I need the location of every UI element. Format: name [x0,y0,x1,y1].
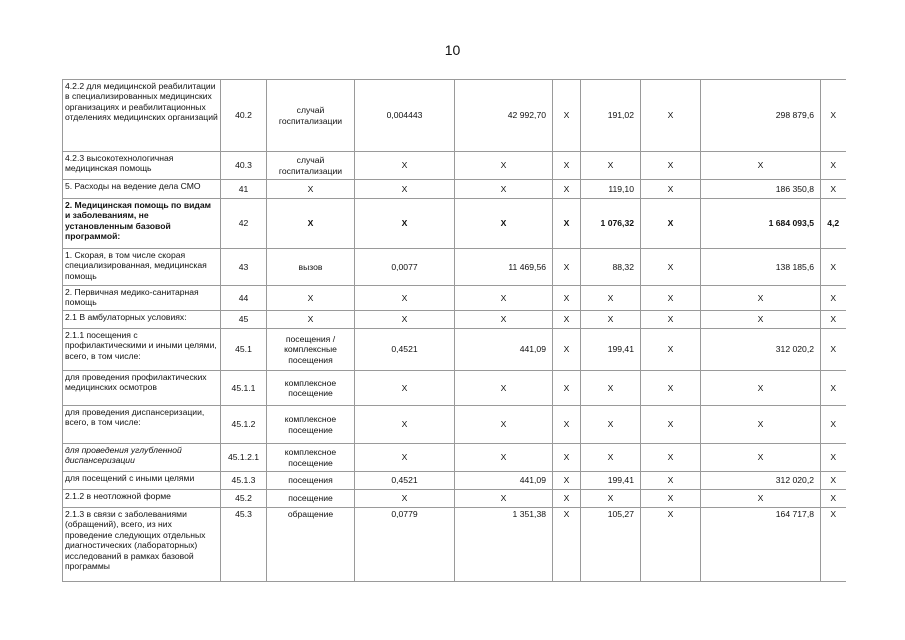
row-unit: посещения / комплексные посещения [267,329,355,371]
row-c10: Х [821,329,846,371]
row-c7: 88,32 [581,249,641,286]
row-unit: Х [267,286,355,311]
row-norm: Х [355,180,455,199]
row-unit: Х [267,180,355,199]
table-row [63,406,846,444]
row-norm: Х [355,490,455,508]
row-name: 4.2.3 высокотехнологичная медицинская помощь [63,152,221,180]
row-code: 45.1.3 [221,472,267,490]
row-unit: комплексное посещение [267,406,355,444]
row-name: 2. Первичная медико-санитарная помощь [63,286,221,311]
row-code: 45.1.1 [221,371,267,406]
row-c8: Х [641,444,701,472]
row-c9: Х [701,444,821,472]
row-cost: Х [455,444,553,472]
row-code: 45.1.2 [221,406,267,444]
row-norm: 0,4521 [355,472,455,490]
row-c7: 191,02 [581,80,641,152]
row-code: 45.1.2.1 [221,444,267,472]
row-name: 2.1.1 посещения с профилактическими и иными целями, всего, в том числе: [63,329,221,371]
row-c6: Х [553,80,581,152]
row-c8: Х [641,371,701,406]
row-c7: Х [581,311,641,329]
row-norm: 0,4521 [355,329,455,371]
row-c6: Х [553,444,581,472]
table-row [63,371,846,406]
table-row [63,508,846,582]
row-c9: 164 717,8 [701,508,821,582]
row-c8: Х [641,180,701,199]
row-c6: Х [553,490,581,508]
row-c6: Х [553,508,581,582]
row-c10: Х [821,371,846,406]
row-cost: Х [455,152,553,180]
table-row [63,152,846,180]
row-c7: Х [581,490,641,508]
row-code: 43 [221,249,267,286]
tariff-table [62,79,846,582]
row-code: 45 [221,311,267,329]
row-c9: 312 020,2 [701,472,821,490]
row-unit: вызов [267,249,355,286]
row-c8: Х [641,199,701,249]
table-row [63,80,846,152]
row-c9: Х [701,406,821,444]
row-c9: 298 879,6 [701,80,821,152]
row-name: для проведения диспансеризации, всего, в том числе: [63,406,221,444]
row-c9: 138 185,6 [701,249,821,286]
row-code: 45.1 [221,329,267,371]
row-cost: Х [455,406,553,444]
row-c6: Х [553,329,581,371]
row-name: для проведения углубленной диспансеризации [63,444,221,472]
row-cost: 1 351,38 [455,508,553,582]
row-name: 2. Медицинская помощь по видам и заболеваниям, не установленным базовой программой: [63,199,221,249]
row-c6: Х [553,180,581,199]
table-row [63,249,846,286]
row-c7: Х [581,444,641,472]
row-cost: 441,09 [455,472,553,490]
table-row [63,329,846,371]
table-row [63,286,846,311]
row-c7: 199,41 [581,329,641,371]
table-row [63,199,846,249]
row-c9: Х [701,152,821,180]
row-c10: Х [821,406,846,444]
row-c8: Х [641,249,701,286]
row-c8: Х [641,490,701,508]
row-c10: Х [821,80,846,152]
row-c7: Х [581,406,641,444]
row-c7: Х [581,286,641,311]
row-c8: Х [641,329,701,371]
row-code: 44 [221,286,267,311]
row-unit: Х [267,199,355,249]
row-c10: Х [821,152,846,180]
row-c8: Х [641,80,701,152]
row-c6: Х [553,371,581,406]
row-unit: комплексное посещение [267,371,355,406]
row-c10: Х [821,311,846,329]
row-c8: Х [641,286,701,311]
row-c8: Х [641,311,701,329]
row-cost: Х [455,199,553,249]
row-norm: Х [355,406,455,444]
row-c10: Х [821,286,846,311]
row-c10: Х [821,249,846,286]
row-unit: комплексное посещение [267,444,355,472]
row-unit: случай госпитализации [267,152,355,180]
row-norm: Х [355,286,455,311]
row-c8: Х [641,508,701,582]
row-unit: посещения [267,472,355,490]
row-cost: 441,09 [455,329,553,371]
row-c8: Х [641,406,701,444]
row-c7: 199,41 [581,472,641,490]
row-c9: 312 020,2 [701,329,821,371]
row-name: 2.1 В амбулаторных условиях: [63,311,221,329]
row-norm: Х [355,371,455,406]
row-unit: посещение [267,490,355,508]
row-c9: Х [701,311,821,329]
row-norm: Х [355,199,455,249]
row-name: 2.1.2 в неотложной форме [63,490,221,508]
row-c8: Х [641,472,701,490]
row-c6: Х [553,406,581,444]
table-row [63,311,846,329]
row-c10: Х [821,444,846,472]
row-name: 2.1.3 в связи с заболеваниями (обращений), всего, из них проведение следующих отдельных диагностических (лабораторных) исследований в рамках базовой программы [63,508,221,582]
row-c9: Х [701,490,821,508]
row-c6: Х [553,249,581,286]
row-code: 42 [221,199,267,249]
row-norm: Х [355,444,455,472]
row-code: 40.2 [221,80,267,152]
row-c10: Х [821,472,846,490]
row-c9: Х [701,371,821,406]
row-unit: обращение [267,508,355,582]
row-name: для посещений с иными целями [63,472,221,490]
row-code: 40.3 [221,152,267,180]
row-norm: 0,004443 [355,80,455,152]
row-cost: Х [455,311,553,329]
row-c9: 1 684 093,5 [701,199,821,249]
row-name: 5. Расходы на ведение дела СМО [63,180,221,199]
row-c7: 1 076,32 [581,199,641,249]
row-c10: Х [821,490,846,508]
row-code: 45.2 [221,490,267,508]
table-row [63,472,846,490]
row-cost: Х [455,490,553,508]
row-unit: случай госпитализации [267,80,355,152]
row-cost: 42 992,70 [455,80,553,152]
row-code: 41 [221,180,267,199]
row-c6: Х [553,311,581,329]
row-c6: Х [553,472,581,490]
row-c7: 119,10 [581,180,641,199]
row-c7: Х [581,152,641,180]
row-c9: Х [701,286,821,311]
row-unit: Х [267,311,355,329]
row-c7: Х [581,371,641,406]
row-c7: 105,27 [581,508,641,582]
row-norm: Х [355,311,455,329]
table-row [63,444,846,472]
row-name: 4.2.2 для медицинской реабилитации в специализированных медицинских организациях и реабилитационных отделениях медицинских организаций [63,80,221,152]
table-row [63,490,846,508]
row-c10: Х [821,508,846,582]
row-c6: Х [553,286,581,311]
row-name: 1. Скорая, в том числе скорая специализированная, медицинская помощь [63,249,221,286]
row-c9: 186 350,8 [701,180,821,199]
row-cost: 11 469,56 [455,249,553,286]
row-cost: Х [455,180,553,199]
row-c6: Х [553,152,581,180]
row-c8: Х [641,152,701,180]
row-norm: 0,0779 [355,508,455,582]
row-c10: 4,2 [821,199,846,249]
row-norm: Х [355,152,455,180]
page-number: 10 [444,42,461,58]
row-norm: 0,0077 [355,249,455,286]
row-c10: Х [821,180,846,199]
row-name: для проведения профилактических медицинских осмотров [63,371,221,406]
row-cost: Х [455,286,553,311]
table-row [63,180,846,199]
row-code: 45.3 [221,508,267,582]
row-cost: Х [455,371,553,406]
row-c6: Х [553,199,581,249]
